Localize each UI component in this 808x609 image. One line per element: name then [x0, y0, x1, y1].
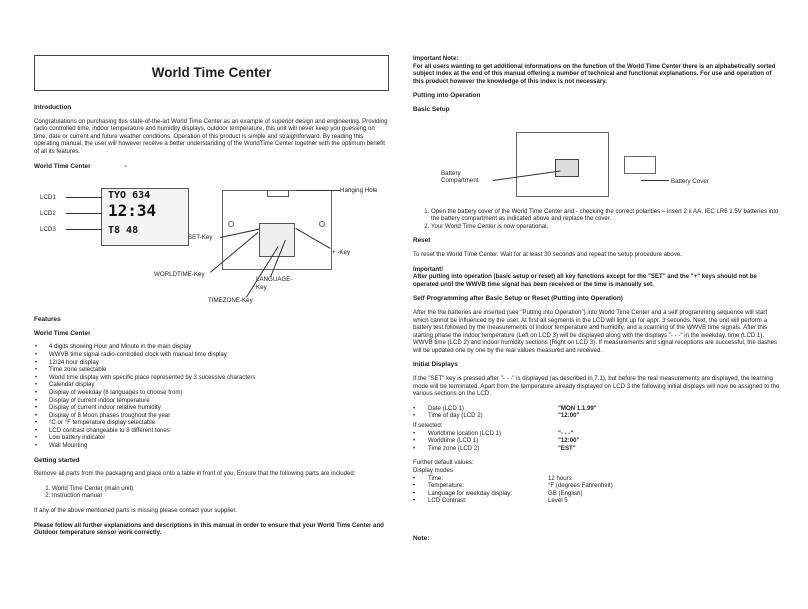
list-item: • Display of current indoor temperature: [34, 397, 389, 405]
table-cell: Time zone (LCD 2): [428, 444, 480, 452]
self-programming-text: After the the batteries are inserted (see "Putting into Operation") into World Time Center and a self programming sequence will start which cannot be influenced by the user. At first all segments in the LCD will light up for appr. 3 seconds. Next, the unit will perform a battery test followed by the measurements of indoor temperature and humidity, and a scanning of the WWVB time signals. After this starting phase the indoor temperature (Left on LCD 3) will be displayed along with the displays "- - -" in the weekday, time (LCD 1), WWVB time (LCD 2) and indoor humidity sections (Right on LCD 3). If measurements and signal receptions are successful, the dashes will be updated one by one by the real values measured and received.: [413, 308, 778, 354]
list-item: 2. Your World Time Center is now operational.: [431, 223, 783, 231]
table-cell: Language for weekday display:: [428, 489, 513, 497]
list-item: • Calendar display: [34, 381, 389, 389]
table-cell: "EST": [558, 444, 576, 452]
list-item: • °C or °F temperature display selectable: [34, 419, 389, 427]
self-programming-heading: Self Programming after Basic Setup or Reset (Putting into Operation): [413, 295, 623, 303]
table-cell: Worldtime location (LCD 1): [428, 429, 502, 437]
missing-text: If any of the above mentioned parts is missing please contact your supplier.: [34, 507, 237, 515]
unit-screen: [259, 223, 295, 257]
list-item: 1. World Time Center (main unit): [52, 485, 389, 493]
table-cell: "MON 1.1.99": [558, 404, 597, 412]
intro-heading: Introduction: [34, 104, 72, 111]
table-cell: GB (English): [548, 489, 583, 497]
battery-cover-shape: [624, 156, 656, 174]
list-item: • Display of current indoor relative humidity: [34, 404, 389, 412]
important-note-text: For all users wanting to get additional informations on the function of the World Time Center there is an alphabetically sorted subject index at the end of this manual offering a number of technical and functional explanations. For use and operation of this product however the knowledge of this index is not necessary.: [413, 62, 776, 85]
table-cell: Temperature:: [428, 482, 464, 490]
left-column: [34, 55, 389, 544]
page-title: World Time Center: [34, 55, 389, 91]
table-cell: 12 hours: [548, 474, 572, 482]
table-cell: LCD Contrast:: [428, 497, 467, 505]
plus-key-label: + -Key: [332, 249, 351, 257]
initial-values-table: • Date (LCD 1) "MON 1.1.99" • Time of day (LCD 2) "12:00": [413, 405, 783, 420]
initial-displays-heading: Initial Displays: [413, 361, 458, 369]
world-time-center-figure: [34, 176, 389, 310]
reset-text: To reset the World Time Center. Wait for at least 30 seconds and repeat the setup procedure above.: [413, 250, 682, 258]
lcd2-readout: 12:34: [108, 201, 157, 221]
table-cell: Worldtime (LCD 1): [428, 437, 479, 445]
battery-compartment-shape: [555, 159, 579, 177]
table-cell: "12:00": [558, 412, 580, 420]
basic-setup-heading: Basic Setup: [413, 105, 450, 113]
timezone-key-label: TIMEZONE-Key: [208, 297, 253, 305]
putting-heading: Putting into Operation: [413, 92, 481, 100]
list-item: • Wall Mounting: [34, 442, 389, 450]
table-cell: "12:00": [558, 437, 580, 445]
lcd3-label: LCD3: [40, 226, 56, 234]
figure-heading: World Time Center -: [34, 162, 127, 170]
parts-list: [34, 485, 389, 500]
battery-compartment-label: Battery Compartment: [441, 169, 479, 185]
language-key-label: LANGUAGE-Key: [256, 276, 293, 291]
list-item: • World time display with specific place represented by 3 sucessive characters: [34, 374, 389, 382]
table-cell: Level 5: [548, 497, 568, 505]
list-item: 1. Open the battery cover of the World Time Center and - checking the correct polarities – insert 2 x AA, IEC LR6 1.5V batteries into the battery compartment as indicated above and replace the cover.: [431, 208, 783, 223]
reset-heading: Reset: [413, 237, 431, 245]
list-item: • Display of weekday (8 languages to choose from): [34, 389, 389, 397]
list-item: 2. Instruction manual: [52, 492, 389, 500]
initial-displays-text: If the "SET" key is pressed after "- - -" is displayed (as described in 7.1), but before the real measurements are displayed, the learning mode will be terminated. Apart from the temperature already displayed on LCD 3 the following initial displays will now be assigned to the various sections on the LCD:: [413, 375, 780, 398]
lcd1-label: LCD1: [40, 194, 56, 202]
list-item: • Display of 8 Moon phases troughout the year: [34, 412, 389, 420]
set-key-label: SET-Key: [188, 234, 213, 242]
intro-text: Congratulations on purchasing this state-of-the-art World Time Center as an example of superior design and engineering. Providing radio controlled time, indoor temperature and humidity displays, outdoor temperature, this unit will never keep you guessing on time, date or current and future weather conditions. Operation of this product is simple and straightforward. By reading this operating manual, the user will however receive a better understanding of the WorldTime Center together with the optimum benefit of all its features.: [34, 117, 388, 155]
list-item: • Time zone selectable: [34, 366, 389, 374]
list-item: • 12/24 hour display: [34, 359, 389, 367]
list-item: • LCD contrast changeable to 8 different tones: [34, 427, 389, 435]
note-heading: Note:: [413, 534, 430, 542]
features-heading: Features: [34, 316, 61, 324]
setup-steps: [413, 208, 783, 231]
battery-figure: [413, 120, 783, 200]
table-cell: Time of day (LCD 2): [428, 412, 483, 420]
table-cell: "- - -": [558, 429, 574, 437]
important-note-heading: Important Note:: [413, 55, 459, 62]
list-item: • Low battery indicator: [34, 434, 389, 442]
lcd1-readout: TYO 634: [108, 190, 151, 202]
lcd2-label: LCD2: [40, 210, 56, 218]
if-selected-text: If selected:: [413, 422, 443, 430]
features-list: [34, 343, 389, 449]
table-cell: °F (degrees Fahrenheit): [548, 482, 613, 490]
important-text: After putting into operation (basic setup or reset) all key functions except for the "SET" and the "+" keys should not be operated until the WWVB time signal has been received or the time is manually set.: [413, 273, 757, 288]
lcd-display: [101, 188, 189, 246]
table-cell: Time:: [428, 474, 444, 482]
table-cell: Date (LCD 1): [428, 404, 464, 412]
selected-values-table: • Worldtime location (LCD 1) "- - -" • Worldtime (LCD 1) "12:00" • Time zone (LCD 2) "EST": [413, 430, 783, 453]
hanging-hole-shape: [267, 190, 289, 197]
display-modes-text: Display modes: [413, 467, 453, 474]
getting-started-text: Remove all parts from the packaging and place onto a table in front of you. Ensure that the following parts are included:: [34, 470, 356, 478]
important-heading: Important!: [413, 265, 444, 273]
default-values-table: • Time: 12 hours • Temperature: °F (degrees Fahrenheit) • Language for weekday display: GB (English) • LCD Contrast: Level 5: [413, 475, 783, 505]
worldtime-key-label: WORLDTIME-Key: [154, 271, 205, 279]
hanging-hole-label: Hanging Hole: [340, 187, 378, 195]
follow-text: Please follow all further explanations and descriptions in this manual in order to ensure that your World Time Center and Outdoor temperature sensor work correctly.: [34, 521, 384, 537]
features-subheading: World Time Center: [34, 329, 91, 337]
right-column: [413, 55, 783, 549]
device-back: [516, 132, 609, 197]
list-item: • WWVB time signal radio-controlled clock with manual time display: [34, 351, 389, 359]
battery-cover-label: Battery Cover: [671, 177, 709, 185]
further-default-text: Further default values:: [413, 459, 474, 467]
getting-started-heading: Getting started: [34, 456, 80, 464]
list-item: • 4 digits showing Hour and Minute in the main display: [34, 343, 389, 351]
lcd3-readout: T8 48: [108, 225, 139, 237]
